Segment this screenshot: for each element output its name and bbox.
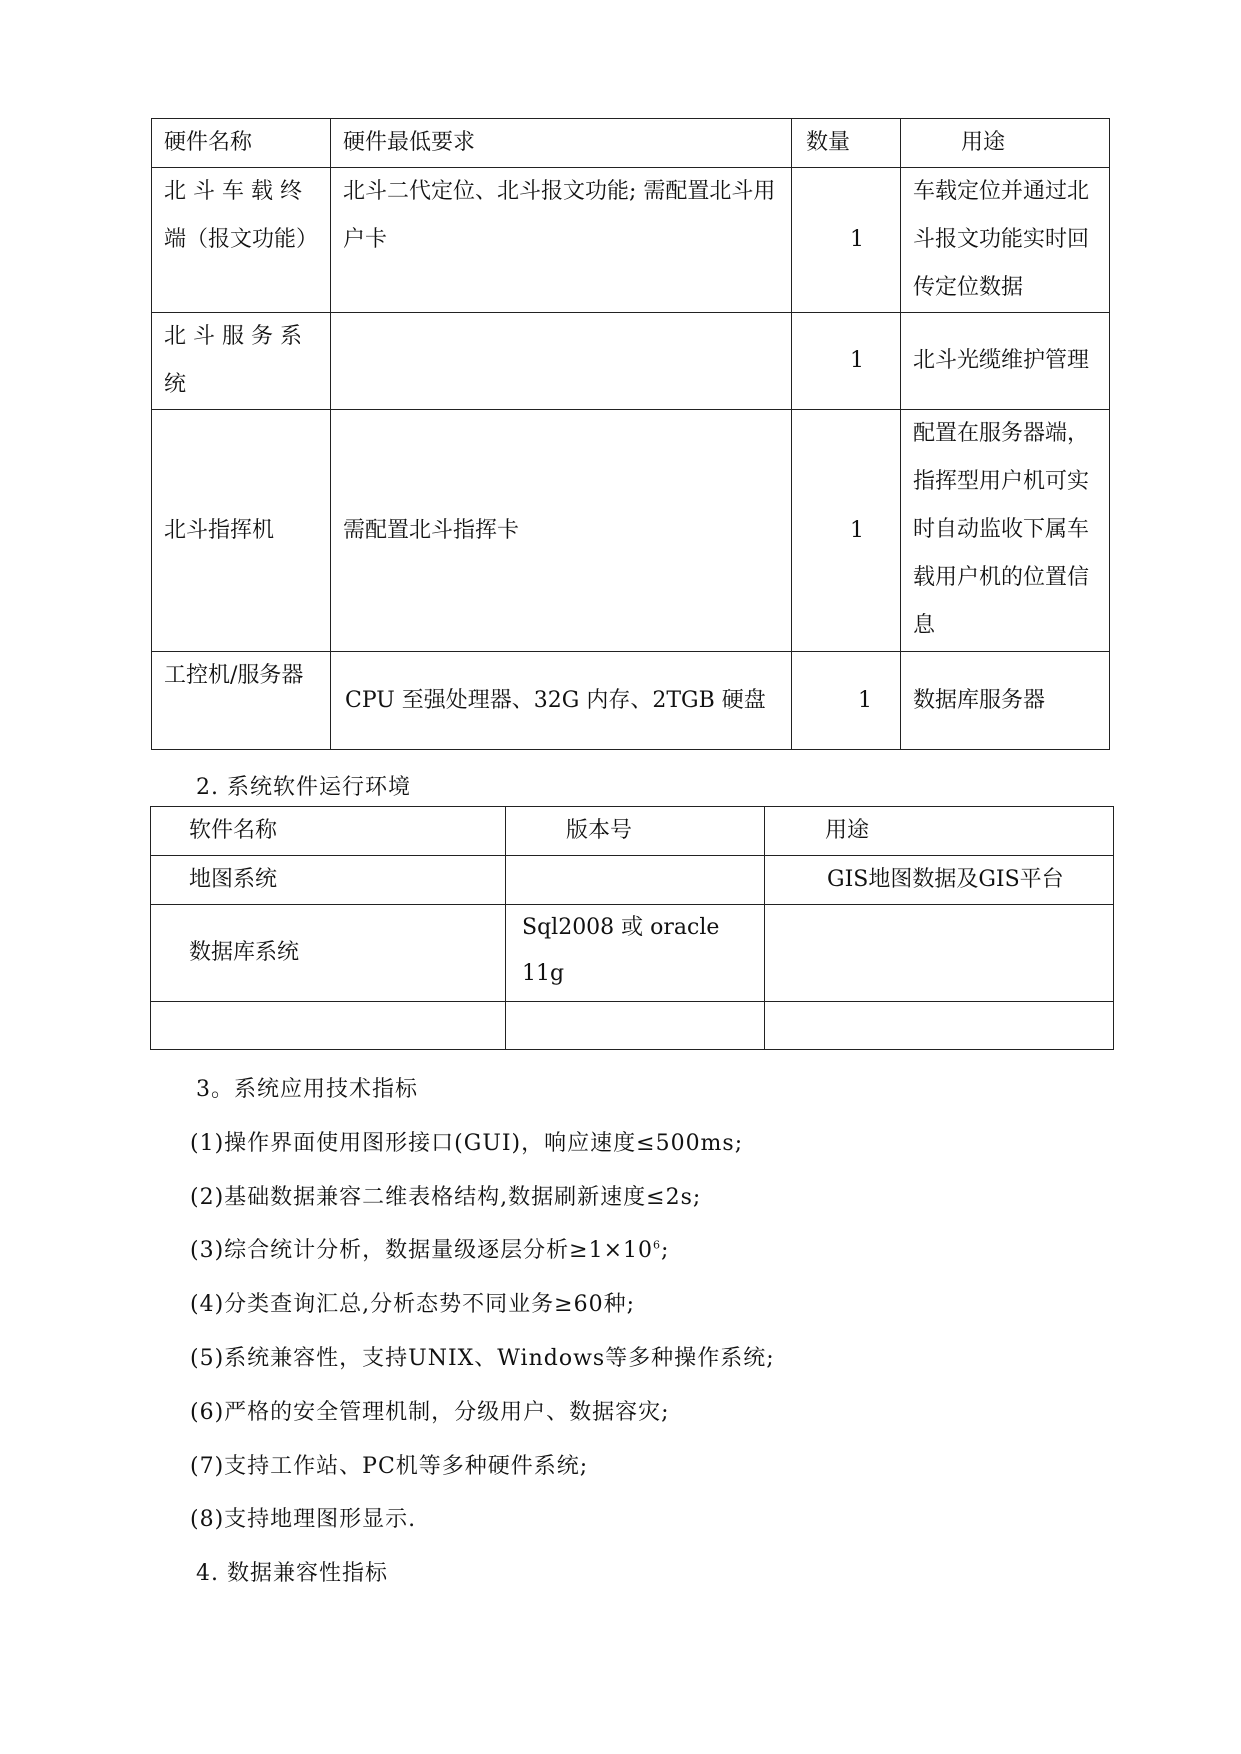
table-row <box>152 168 1110 313</box>
header-cell: 版本号 <box>506 807 765 856</box>
list-item: (7)支持工作站、PC机等多种硬件系统; <box>190 1454 589 1479</box>
hw-use-cell: 配置在服务器端，指挥型用户机可实时自动监收下属车载用户机的位置信息 <box>901 410 1110 652</box>
hardware-table <box>151 118 1110 750</box>
sw-use-cell: GIS地图数据及GIS平台 <box>765 856 1114 905</box>
hw-req-cell: CPU 至强处理器、32G 内存、2TGB 硬盘 <box>331 652 792 750</box>
sw-use-cell <box>765 1002 1114 1050</box>
list-item: (5)系统兼容性，支持UNIX、Windows等多种操作系统; <box>190 1346 775 1371</box>
hw-name-cell: 北 斗 服 务 系 统 <box>152 313 331 410</box>
sw-name-cell: 地图系统 <box>151 856 506 905</box>
software-table <box>150 806 1114 1050</box>
section-heading: 4. 数据兼容性指标 <box>196 1561 388 1586</box>
table-row <box>151 905 1114 1002</box>
list-item <box>190 1233 669 1264</box>
list-item: (4)分类查询汇总,分析态势不同业务≥60种; <box>190 1292 635 1317</box>
hw-req-cell: 需配置北斗指挥卡 <box>331 410 792 652</box>
table-header-row <box>151 807 1114 856</box>
hw-qty-cell: 1 <box>792 410 901 652</box>
sw-name-cell: 数据库系统 <box>151 905 506 1002</box>
list-item-text: (3)综合统计分析，数据量级逐层分析≥1×10 <box>190 1238 654 1263</box>
list-item: (1)操作界面使用图形接口(GUI)，响应速度≤500ms; <box>190 1131 744 1156</box>
hw-use-cell: 数据库服务器 <box>901 652 1110 750</box>
list-item-tail: ; <box>661 1238 670 1263</box>
hw-req-cell: 北斗二代定位、北斗报文功能; 需配置北斗用户卡 <box>331 168 792 313</box>
hw-req-cell <box>331 313 792 410</box>
section-heading: 3。系统应用技术指标 <box>196 1077 418 1102</box>
header-cell: 用途 <box>765 807 1114 856</box>
table-row <box>152 410 1110 652</box>
list-item: (2)基础数据兼容二维表格结构,数据刷新速度≤2s; <box>190 1185 702 1210</box>
hw-use-cell: 车载定位并通过北斗报文功能实时回传定位数据 <box>901 168 1110 313</box>
header-cell: 数量 <box>792 119 901 168</box>
sw-version-cell <box>506 856 765 905</box>
superscript: 6 <box>653 1238 662 1252</box>
table-row <box>152 652 1110 750</box>
hw-qty-cell: 1 <box>792 652 901 750</box>
table-row <box>151 856 1114 905</box>
hw-name-cell: 工控机/服务器 <box>152 652 331 750</box>
list-item: (8)支持地理图形显示. <box>190 1507 417 1532</box>
sw-use-cell <box>765 905 1114 1002</box>
table-row <box>152 313 1110 410</box>
header-cell: 硬件最低要求 <box>331 119 792 168</box>
table-row <box>151 1002 1114 1050</box>
table-header-row <box>152 119 1110 168</box>
header-cell: 软件名称 <box>151 807 506 856</box>
header-cell: 用途 <box>901 119 1110 168</box>
hw-qty-cell: 1 <box>792 168 901 313</box>
hw-name-cell: 北 斗 车 载 终 端（报文功能） <box>152 168 331 313</box>
hw-use-cell: 北斗光缆维护管理 <box>901 313 1110 410</box>
hw-qty-cell: 1 <box>792 313 901 410</box>
sw-version-cell: Sql2008 或 oracle 11g <box>506 905 765 1002</box>
sw-name-cell <box>151 1002 506 1050</box>
list-item: (6)严格的安全管理机制，分级用户、数据容灾; <box>190 1400 670 1425</box>
section-heading: 2. 系统软件运行环境 <box>196 775 411 800</box>
header-cell: 硬件名称 <box>152 119 331 168</box>
hw-name-cell: 北斗指挥机 <box>152 410 331 652</box>
sw-version-cell <box>506 1002 765 1050</box>
